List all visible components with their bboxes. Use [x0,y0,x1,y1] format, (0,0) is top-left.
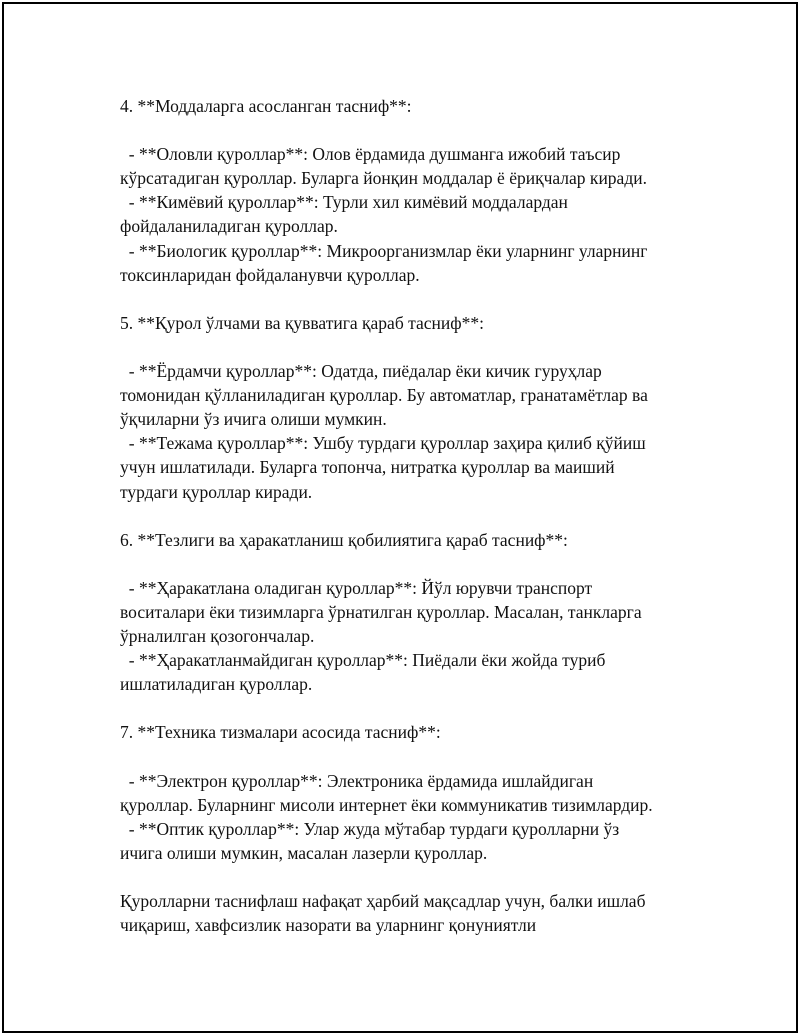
section-4-item-3-line-1: - **Биологик қуроллар**: Микроорганизмлар ёки уларнинг уларнинг [120,240,648,261]
section-5-item-2-line-2: учун ишлатилади. Буларга топонча, нитратка қуроллар ва маиший [120,457,615,478]
section-4-item-3-line-2: токсинларидан фойдаланувчи қуроллар. [120,264,420,285]
blank-line [120,696,720,720]
conclusion-line-2: чиқариш, хавфсизлик назорати ва уларнинг қонуниятли [120,915,537,936]
blank-line [120,287,720,311]
section-5-item-1-line-2: томонидан қўлланиладиган қуроллар. Бу автоматлар, гранатамётлар ва [120,385,648,406]
section-7-item-1-line-1: - **Электрон қуроллар**: Электроника ёрдамида ишлайдиган [120,770,594,791]
section-7-heading: 7. **Техника тизмалари асосида тасниф**: [120,722,441,743]
section-6-item-1-line-3: ўрналилган қозогончалар. [120,626,315,647]
section-6-item-1-line-2: воситалари ёки тизимларга ўрнатилган қуроллар. Масалан, танкларга [120,601,642,622]
section-5-heading: 5. **Қурол ўлчами ва қувватига қараб тасниф**: [120,312,484,333]
page-frame [2,2,798,1033]
section-6-item-2-line-1: - **Ҳаракатланмайдиган қуроллар**: Пиёдали ёки жойда туриб [120,650,606,671]
section-4-item-2-line-2: фойдаланиладиган қуроллар. [120,216,338,237]
section-5-item-2-line-1: - **Тежама қуроллар**: Ушбу турдаги қуроллар заҳира қилиб қўйиш [120,433,646,454]
section-7-item-2-line-2: ичига олиши мумкин, масалан лазерли қуроллар. [120,842,488,863]
section-4-item-2-line-1: - **Кимёвий қуроллар**: Турли хил кимёвий моддалардан [120,192,568,213]
conclusion-line-1: Қуролларни таснифлаш нафақат ҳарбий мақсадлар учун, балки ишлаб [120,891,646,912]
section-5-item-2-line-3: турдаги қуроллар киради. [120,481,313,502]
blank-line [120,504,720,528]
blank-line [120,552,720,576]
blank-line [120,118,720,142]
section-5-item-1-line-3: ўқчиларни ўз ичига олиши мумкин. [120,409,387,430]
section-4-item-1-line-2: кўрсатадиган қуроллар. Буларга йонқин моддалар ё ёриқчалар киради. [120,168,647,189]
section-6-heading: 6. **Тезлиги ва ҳаракатланиш қобилиятига қараб тасниф**: [120,529,568,550]
section-7-item-1-line-2: қуроллар. Буларнинг мисоли интернет ёки коммуникатив тизимлардир. [120,794,653,815]
blank-line [120,745,720,769]
blank-line [120,335,720,359]
document-body [120,94,720,937]
section-7-item-2-line-1: - **Оптик қуроллар**: Улар жуда мўтабар турдаги қуролларни ўз [120,818,620,839]
section-6-item-2-line-2: ишлатиладиган қуроллар. [120,674,313,695]
section-6-item-1-line-1: - **Ҳаракатлана оладиган қуроллар**: Йўл юрувчи транспорт [120,577,593,598]
section-4-heading: 4. **Моддаларга асосланган тасниф**: [120,96,412,116]
blank-line [120,865,720,889]
section-4-item-1-line-1: - **Оловли қуроллар**: Олов ёрдамида душманга ижобий таъсир [120,144,621,165]
section-5-item-1-line-1: - **Ёрдамчи қуроллар**: Одатда, пиёдалар ёки кичик гуруҳлар [120,361,602,382]
